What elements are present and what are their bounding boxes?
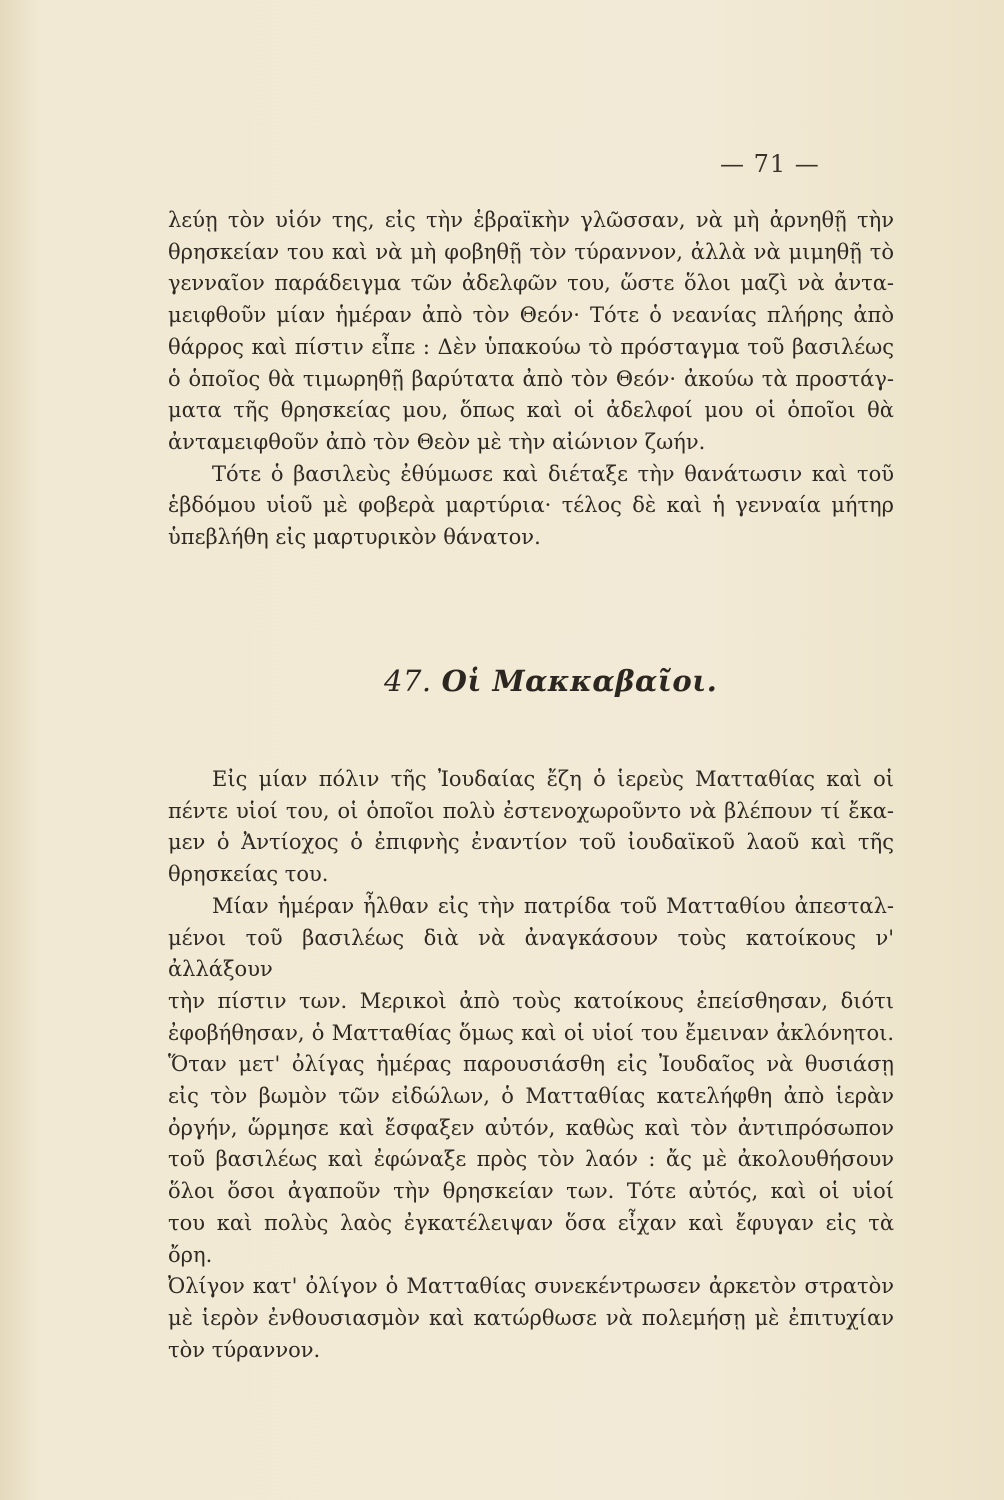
bottom-text-block xyxy=(168,764,894,1366)
paragraph xyxy=(168,764,894,891)
text-line: ματα τῆς θρησκείας μου, ὅπως καὶ οἱ ἀδελφοί μου οἱ ὁποῖοι θὰ xyxy=(168,398,894,423)
chapter-number: 47. xyxy=(384,664,432,698)
text-line: ὑπεβλήθη εἰς μαρτυρικὸν θάνατον. xyxy=(168,525,541,550)
text-line: Εἰς μίαν πόλιν τῆς Ἰουδαίας ἔζη ὁ ἱερεὺς Ματταθίας καὶ οἱ xyxy=(212,767,894,791)
text-line: μὲ ἱερὸν ἐνθουσιασμὸν καὶ κατώρθωσε νὰ πολεμήσῃ μὲ ἐπιτυχίαν xyxy=(168,1305,894,1330)
text-line: θρησκείαν του καὶ νὰ μὴ φοβηθῇ τὸν τύραννον, ἀλλὰ νὰ μιμηθῇ τὸ xyxy=(168,239,894,264)
text-line: Ὀλίγον κατ' ὀλίγον ὁ Ματταθίας συνεκέντρωσεν ἀρκετὸν στρατὸν xyxy=(168,1274,894,1299)
text-line: εἰς τὸν βωμὸν τῶν εἰδώλων, ὁ Ματταθίας κατελήφθη ἀπὸ ἱερὰν xyxy=(168,1084,894,1109)
text-line: ἐφοβήθησαν, ὁ Ματταθίας ὅμως καὶ οἱ υἱοί του ἔμειναν ἀκλόνητοι. xyxy=(168,1020,894,1045)
text-line: Τότε ὁ βασιλεὺς ἐθύμωσε καὶ διέταξε τὴν θανάτωσιν καὶ τοῦ xyxy=(212,461,894,486)
text-line: τὸν τύραννον. xyxy=(168,1337,321,1362)
text-line: τοῦ βασιλέως καὶ ἐφώναξε πρὸς τὸν λαόν : ἄς μὲ ἀκολουθήσουν xyxy=(168,1147,894,1172)
text-line: γενναῖον παράδειγμα τῶν ἀδελφῶν του, ὥστε ὅλοι μαζὶ νὰ ἀντα- xyxy=(168,271,894,296)
text-line: πέντε υἱοί του, οἱ ὁποῖοι πολὺ ἐστενοχωροῦντο νὰ βλέπουν τί ἔκα- xyxy=(168,798,894,823)
chapter-title: Οἱ Μακκαβαῖοι. xyxy=(441,664,718,698)
text-line: θάρρος καὶ πίστιν εἶπε : Δὲν ὑπακούω τὸ πρόσταγμα τοῦ βασιλέως xyxy=(168,334,894,359)
text-line: ἀνταμειφθοῦν ἀπὸ τὸν Θεὸν μὲ τὴν αἰώνιον ζωήν. xyxy=(168,429,706,454)
chapter-heading xyxy=(384,664,717,698)
top-text-block xyxy=(168,205,894,554)
text-line: μεν ὁ Ἀντίοχος ὁ ἐπιφνὴς ἐναντίον τοῦ ἰουδαϊκοῦ λαοῦ καὶ τῆς xyxy=(168,830,894,855)
paragraph xyxy=(168,205,894,459)
paragraph xyxy=(168,459,894,554)
text-line: ἑβδόμου υἱοῦ μὲ φοβερὰ μαρτύρια· τέλος δὲ καὶ ἡ γενναία μήτηρ xyxy=(168,493,894,518)
text-line: τὴν πίστιν των. Μερικοὶ ἀπὸ τοὺς κατοίκους ἐπείσθησαν, διότι xyxy=(168,988,894,1013)
text-line: λεύῃ τὸν υἱόν της, εἰς τὴν ἑβραϊκὴν γλῶσσαν, νὰ μὴ ἀρνηθῇ τὴν xyxy=(168,208,894,232)
text-line: ὁ ὁποῖος θὰ τιμωρηθῇ βαρύτατα ἀπὸ τὸν Θεόν· ἀκούω τὰ προστάγ- xyxy=(168,366,894,391)
text-line: του καὶ πολὺς λαὸς ἐγκατέλειψαν ὅσα εἶχαν καὶ ἔφυγαν εἰς τὰ ὄρη. xyxy=(168,1210,894,1267)
text-line: θρησκείας του. xyxy=(168,862,329,887)
text-line: Ὅταν μετ' ὀλίγας ἡμέρας παρουσιάσθη εἰς Ἰουδαῖος νὰ θυσιάσῃ xyxy=(168,1052,894,1077)
text-line: μειφθοῦν μίαν ἡμέραν ἀπὸ τὸν Θεόν· Τότε ὁ νεανίας πλήρης ἀπὸ xyxy=(168,303,894,328)
text-line: ὅλοι ὅσοι ἀγαποῦν τὴν θρησκείαν των. Τότε αὐτός, καὶ οἱ υἱοί xyxy=(168,1179,894,1204)
page-number: — 71 — xyxy=(720,150,820,178)
paragraph xyxy=(168,891,894,1367)
text-line: Μίαν ἡμέραν ἦλθαν εἰς τὴν πατρίδα τοῦ Ματταθίου ἀπεσταλ- xyxy=(212,893,894,918)
text-line: ὀργήν, ὥρμησε καὶ ἔσφαξεν αὐτόν, καθὼς καὶ τὸν ἀντιπρόσωπον xyxy=(168,1115,894,1140)
text-line: μένοι τοῦ βασιλέως διὰ νὰ ἀναγκάσουν τοὺς κατοίκους ν' ἀλλάξουν xyxy=(168,925,894,982)
